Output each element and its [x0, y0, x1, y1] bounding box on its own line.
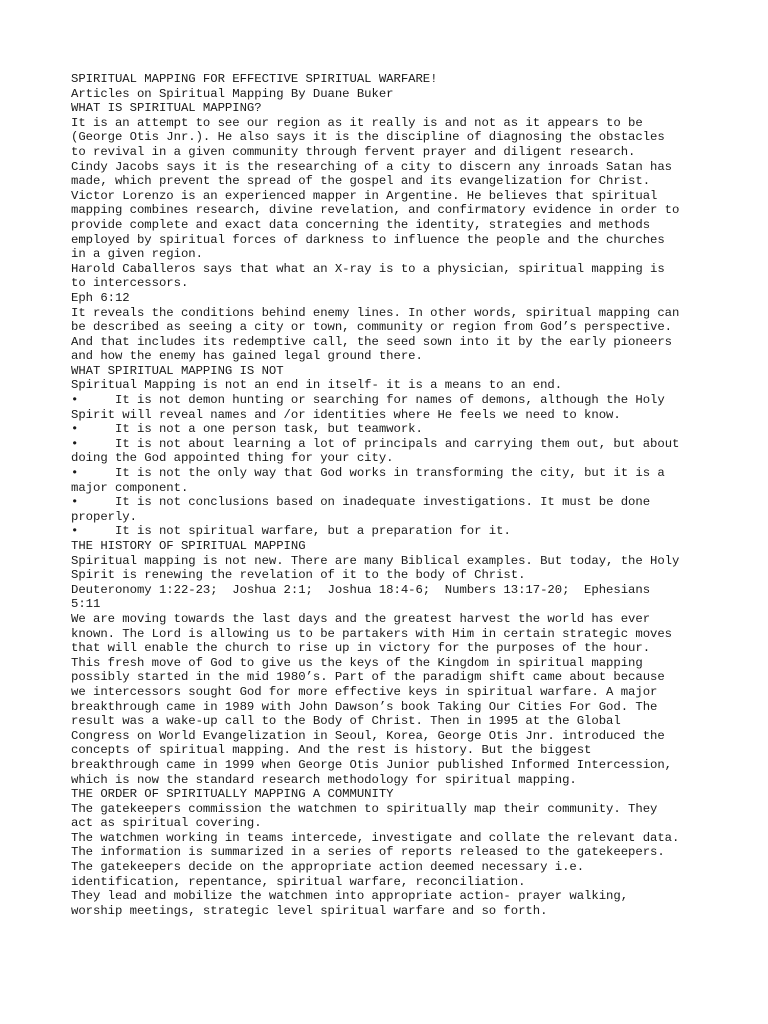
text-line: identification, repentance, spiritual warfare, reconciliation. [71, 874, 526, 889]
bullet-item [71, 524, 731, 539]
text-line: properly. [71, 509, 137, 524]
text-line: (George Otis Jnr.). He also says it is the discipline of diagnosing the obstacles [71, 130, 665, 145]
text-line: Eph 6:12 [71, 290, 130, 305]
document-title: SPIRITUAL MAPPING FOR EFFECTIVE SPIRITUAL WARFARE! [71, 72, 438, 86]
text-line: This fresh move of God to give us the keys of the Kingdom in spiritual mapping [71, 655, 643, 670]
text-line: The gatekeepers commission the watchmen to spiritually map their community. They [71, 801, 658, 816]
bullet-text: It is not about learning a lot of principals and carrying them out, but about [115, 436, 680, 451]
text-line: to revival in a given community through fervent prayer and diligent research. [71, 144, 636, 159]
document-subtitle: Articles on Spiritual Mapping By Duane Buker [71, 86, 394, 101]
text-line: known. The Lord is allowing us to be partakers with Him in certain strategic moves [71, 626, 673, 641]
bullet-item [71, 495, 731, 510]
text-line: It is an attempt to see our region as it really is and not as it appears to be [71, 115, 643, 130]
section-heading: WHAT IS SPIRITUAL MAPPING? [71, 101, 262, 116]
text-line: Spirit will reveal names and /or identities where He feels we need to know. [71, 407, 621, 422]
text-line: that will enable the church to rise up in victory for the purposes of the hour. [71, 641, 651, 656]
text-line: breakthrough came in 1999 when George Otis Junior published Informed Intercession, [71, 757, 673, 772]
bullet-icon: • [71, 466, 79, 481]
bullet-text: It is not demon hunting or searching for names of demons, although the Holy [115, 393, 665, 408]
text-line: in a given region. [71, 247, 203, 262]
text-line: Harold Caballeros says that what an X-ray is to a physician, spiritual mapping is [71, 261, 665, 276]
bullet-item [71, 422, 731, 437]
text-line: Cindy Jacobs says it is the researching of a city to discern any inroads Satan has [71, 159, 673, 174]
text-line: And that includes its redemptive call, the seed sown into it by the early pioneers [71, 334, 673, 349]
bullet-icon: • [71, 495, 79, 510]
text-line: major component. [71, 480, 189, 495]
text-line: Deuteronomy 1:22-23; Joshua 2:1; Joshua 18:4-6; Numbers 13:17-20; Ephesians [71, 582, 651, 597]
bullet-item [71, 393, 731, 408]
text-line: The information is summarized in a series of reports released to the gatekeepers. [71, 845, 665, 860]
bullet-text: It is not the only way that God works in transforming the city, but it is a [115, 466, 665, 481]
bullet-text: It is not conclusions based on inadequate investigations. It must be done [115, 495, 651, 510]
text-line: to intercessors. [71, 276, 189, 291]
text-line: The gatekeepers decide on the appropriate action deemed necessary i.e. [71, 860, 585, 875]
document-body [71, 72, 731, 918]
section-heading: WHAT SPIRITUAL MAPPING IS NOT [71, 363, 284, 378]
text-line: which is now the standard research methodology for spiritual mapping. [71, 772, 577, 787]
text-line: be described as seeing a city or town, community or region from God’s perspective. [71, 320, 673, 335]
bullet-icon: • [71, 393, 79, 408]
bullet-icon: • [71, 436, 79, 451]
text-line: made, which prevent the spread of the gospel and its evangelization for Christ. [71, 174, 651, 189]
bullet-text: It is not a one person task, but teamwork. [115, 422, 423, 437]
text-line: and how the enemy has gained legal ground there. [71, 349, 423, 364]
text-line: concepts of spiritual mapping. And the rest is history. But the biggest [71, 743, 592, 758]
text-line: Spiritual Mapping is not an end in itself- it is a means to an end. [71, 378, 563, 393]
section-heading: THE HISTORY OF SPIRITUAL MAPPING [71, 539, 306, 553]
text-line: worship meetings, strategic level spiritual warfare and so forth. [71, 903, 548, 918]
text-line: act as spiritual covering. [71, 816, 262, 831]
text-line: provide complete and exact data concerning the identity, strategies and methods [71, 217, 651, 232]
bullet-item [71, 437, 731, 452]
text-line: employed by spiritual forces of darkness to influence the people and the churches [71, 232, 665, 247]
text-line: Congress on World Evangelization in Seoul, Korea, George Otis Jnr. introduced the [71, 728, 665, 743]
section-heading: THE ORDER OF SPIRITUALLY MAPPING A COMMUNITY [71, 787, 394, 802]
text-line: breakthrough came in 1989 with John Dawson’s book Taking Our Cities For God. The [71, 699, 658, 714]
text-line: mapping combines research, divine revelation, and confirmatory evidence in order to [71, 203, 680, 218]
text-line: They lead and mobilize the watchmen into appropriate action- prayer walking, [71, 889, 629, 904]
text-line: Spiritual mapping is not new. There are many Biblical examples. But today, the Holy [71, 553, 680, 568]
bullet-text: It is not spiritual warfare, but a preparation for it. [115, 524, 511, 539]
text-line: possibly started in the mid 1980’s. Part of the paradigm shift came about because [71, 670, 665, 685]
text-line: 5:11 [71, 597, 101, 612]
text-line: We are moving towards the last days and the greatest harvest the world has ever [71, 611, 651, 626]
bullet-icon: • [71, 422, 79, 437]
bullet-icon: • [71, 524, 79, 539]
text-line: result was a wake-up call to the Body of Christ. Then in 1995 at the Global [71, 714, 621, 729]
text-line: Spirit is renewing the revelation of it to the body of Christ. [71, 568, 526, 583]
text-line: Victor Lorenzo is an experienced mapper in Argentine. He believes that spiritual [71, 188, 658, 203]
text-line: we intercessors sought God for more effective keys in spiritual warfare. A major [71, 684, 658, 699]
bullet-item [71, 466, 731, 481]
text-line: doing the God appointed thing for your city. [71, 451, 394, 466]
text-line: The watchmen working in teams intercede, investigate and collate the relevant data. [71, 830, 680, 845]
text-line: It reveals the conditions behind enemy lines. In other words, spiritual mapping can [71, 305, 680, 320]
